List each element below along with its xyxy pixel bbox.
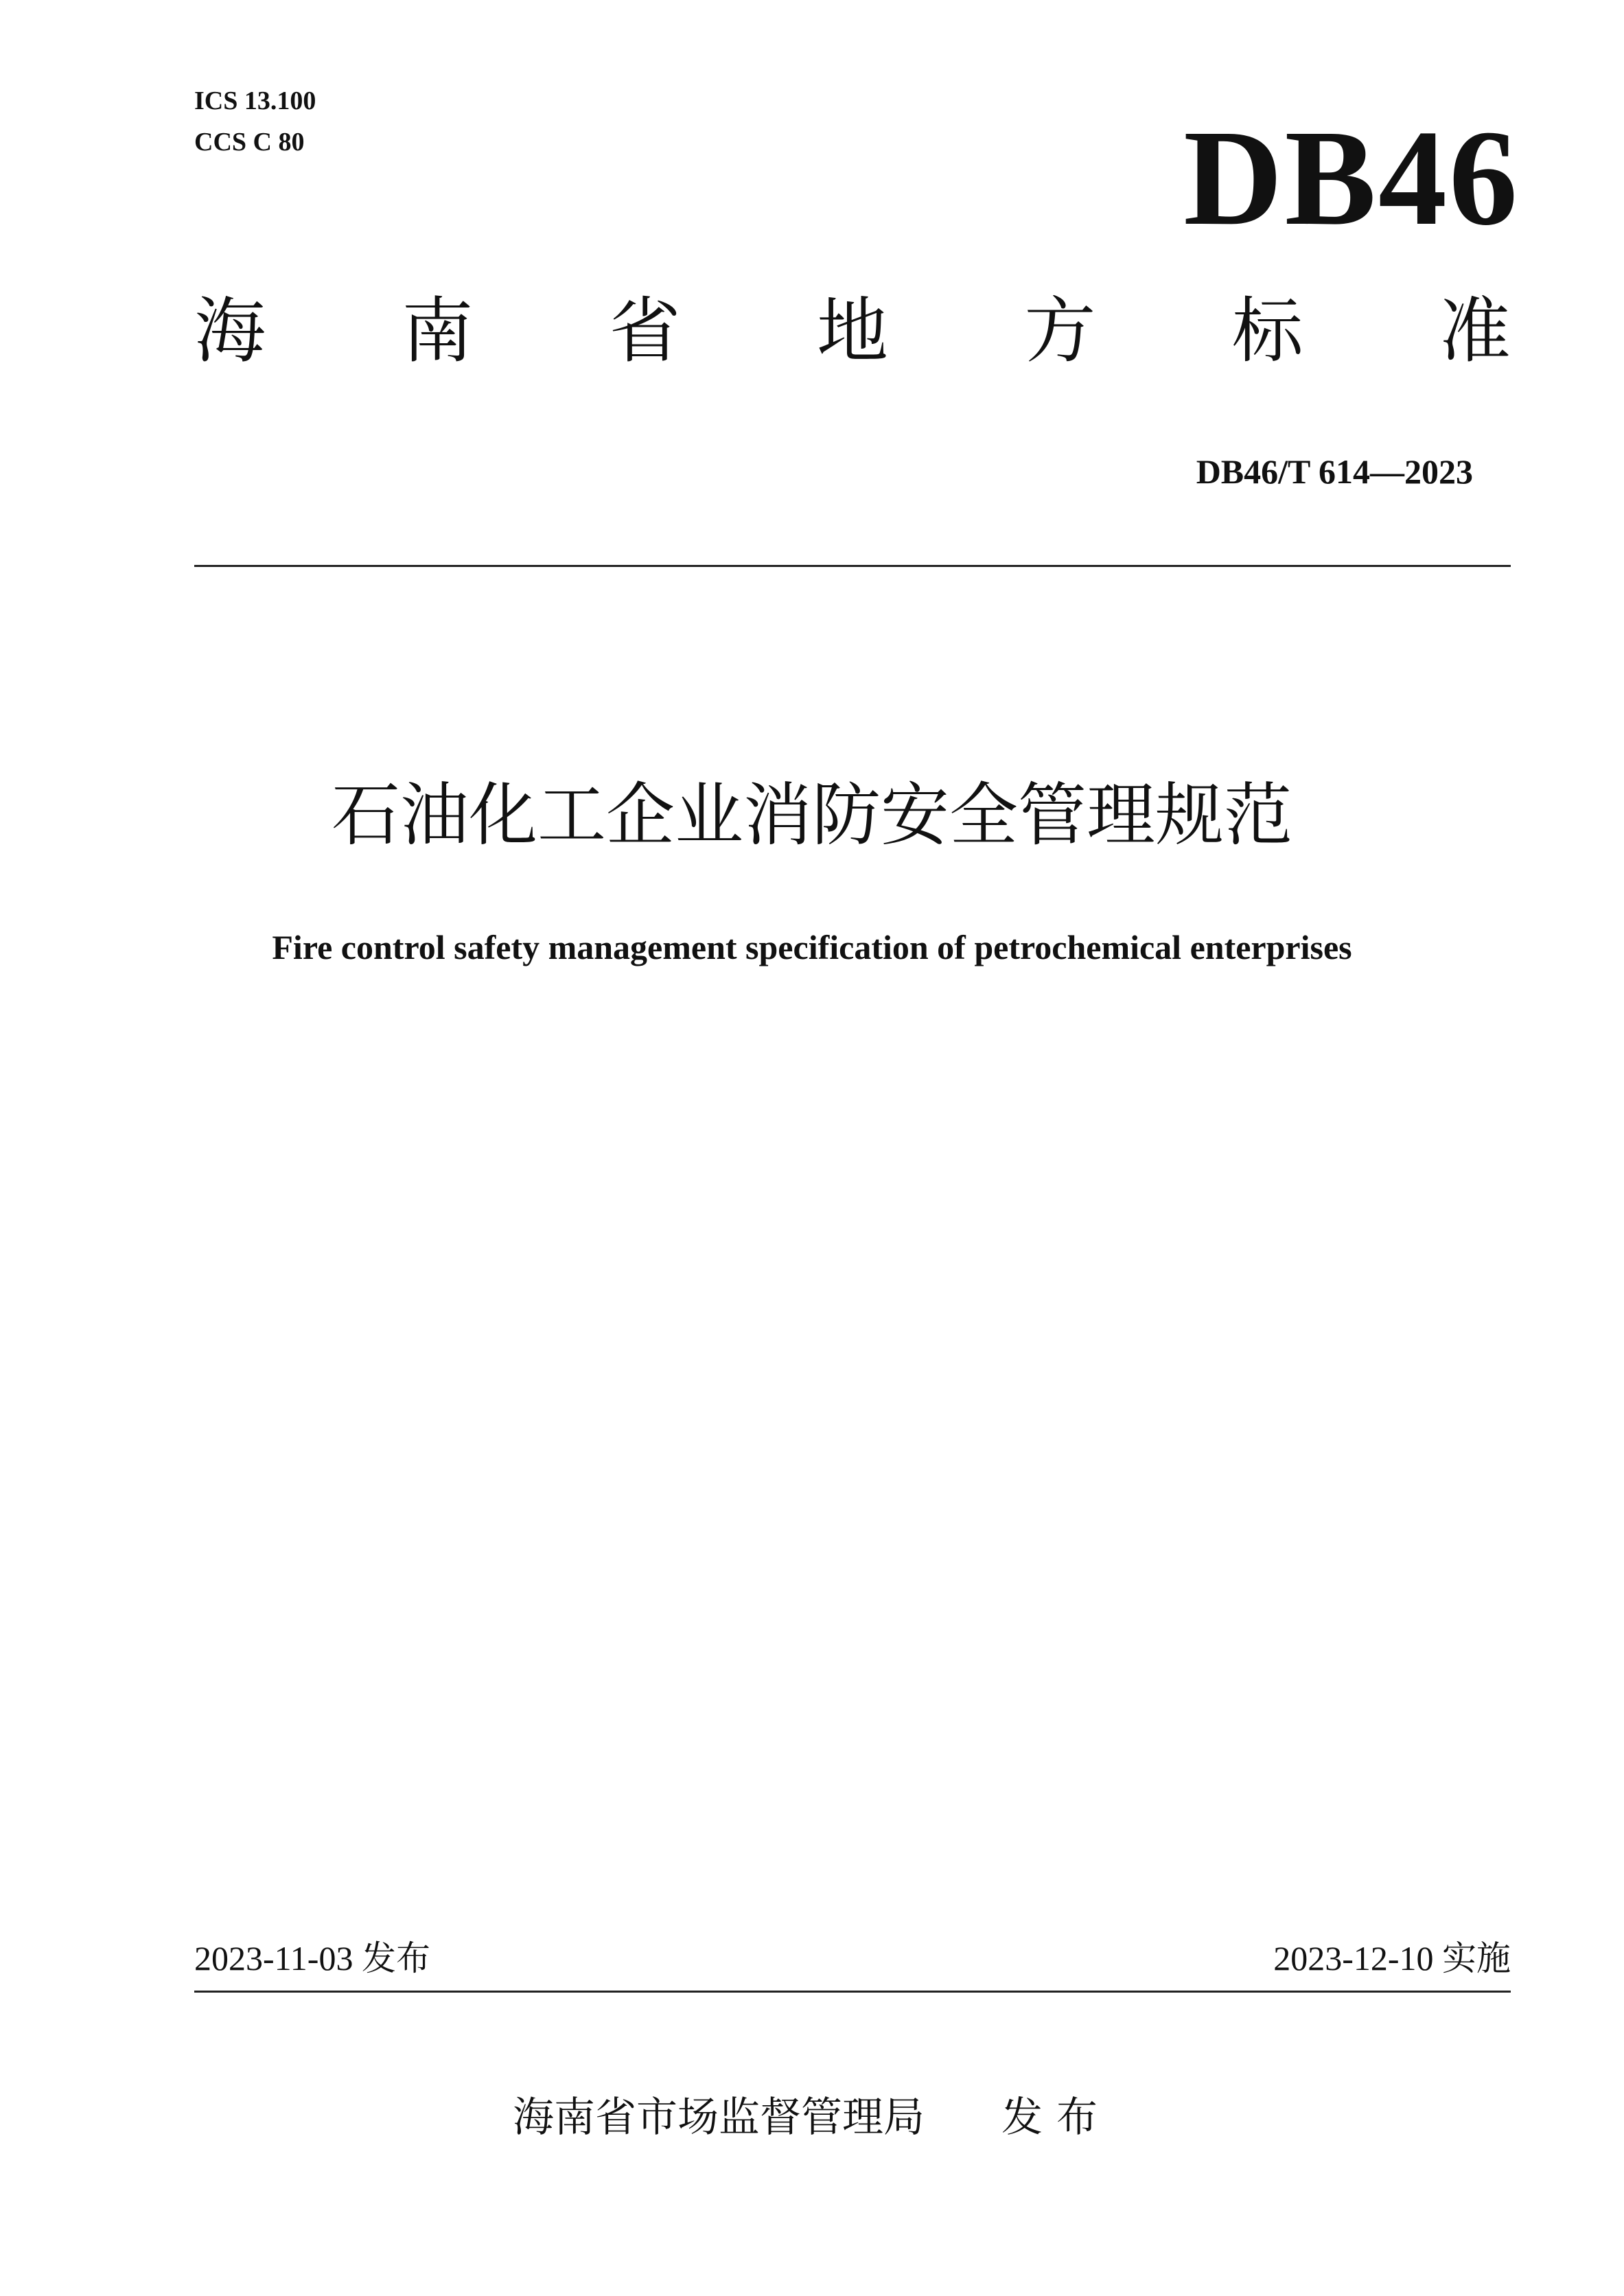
standard-type-char: 地: [816, 289, 888, 373]
publish-date: 2023-11-03 发布: [194, 1939, 430, 1978]
header-divider: [194, 565, 1511, 567]
ccs-code: CCS C 80: [194, 128, 305, 156]
document-title-chinese: 石油化工企业消防安全管理规范: [332, 775, 1292, 855]
standard-number: DB46/T 614—2023: [1196, 452, 1473, 491]
standard-type-char: 南: [402, 289, 474, 373]
publisher-line: [0, 2094, 1624, 2142]
footer-divider: [194, 1991, 1511, 1993]
standard-type-char: 标: [1231, 289, 1303, 373]
standard-type-char: 省: [609, 289, 681, 373]
ics-code: ICS 13.100: [194, 86, 316, 115]
publisher-name: 海南省市场监督管理局: [513, 2094, 925, 2142]
implementation-date: 2023-12-10 实施: [1273, 1939, 1511, 1978]
standard-type-char: 准: [1439, 289, 1511, 373]
publisher-action: 发布: [1001, 2094, 1111, 2142]
standard-type-char: 海: [194, 289, 266, 373]
standard-type-char: 方: [1024, 289, 1096, 373]
standard-type-heading: [194, 289, 1511, 373]
db-code-logo: DB46: [1183, 102, 1520, 254]
document-title-english: Fire control safety management specification of petrochemical enterprises: [272, 928, 1352, 966]
